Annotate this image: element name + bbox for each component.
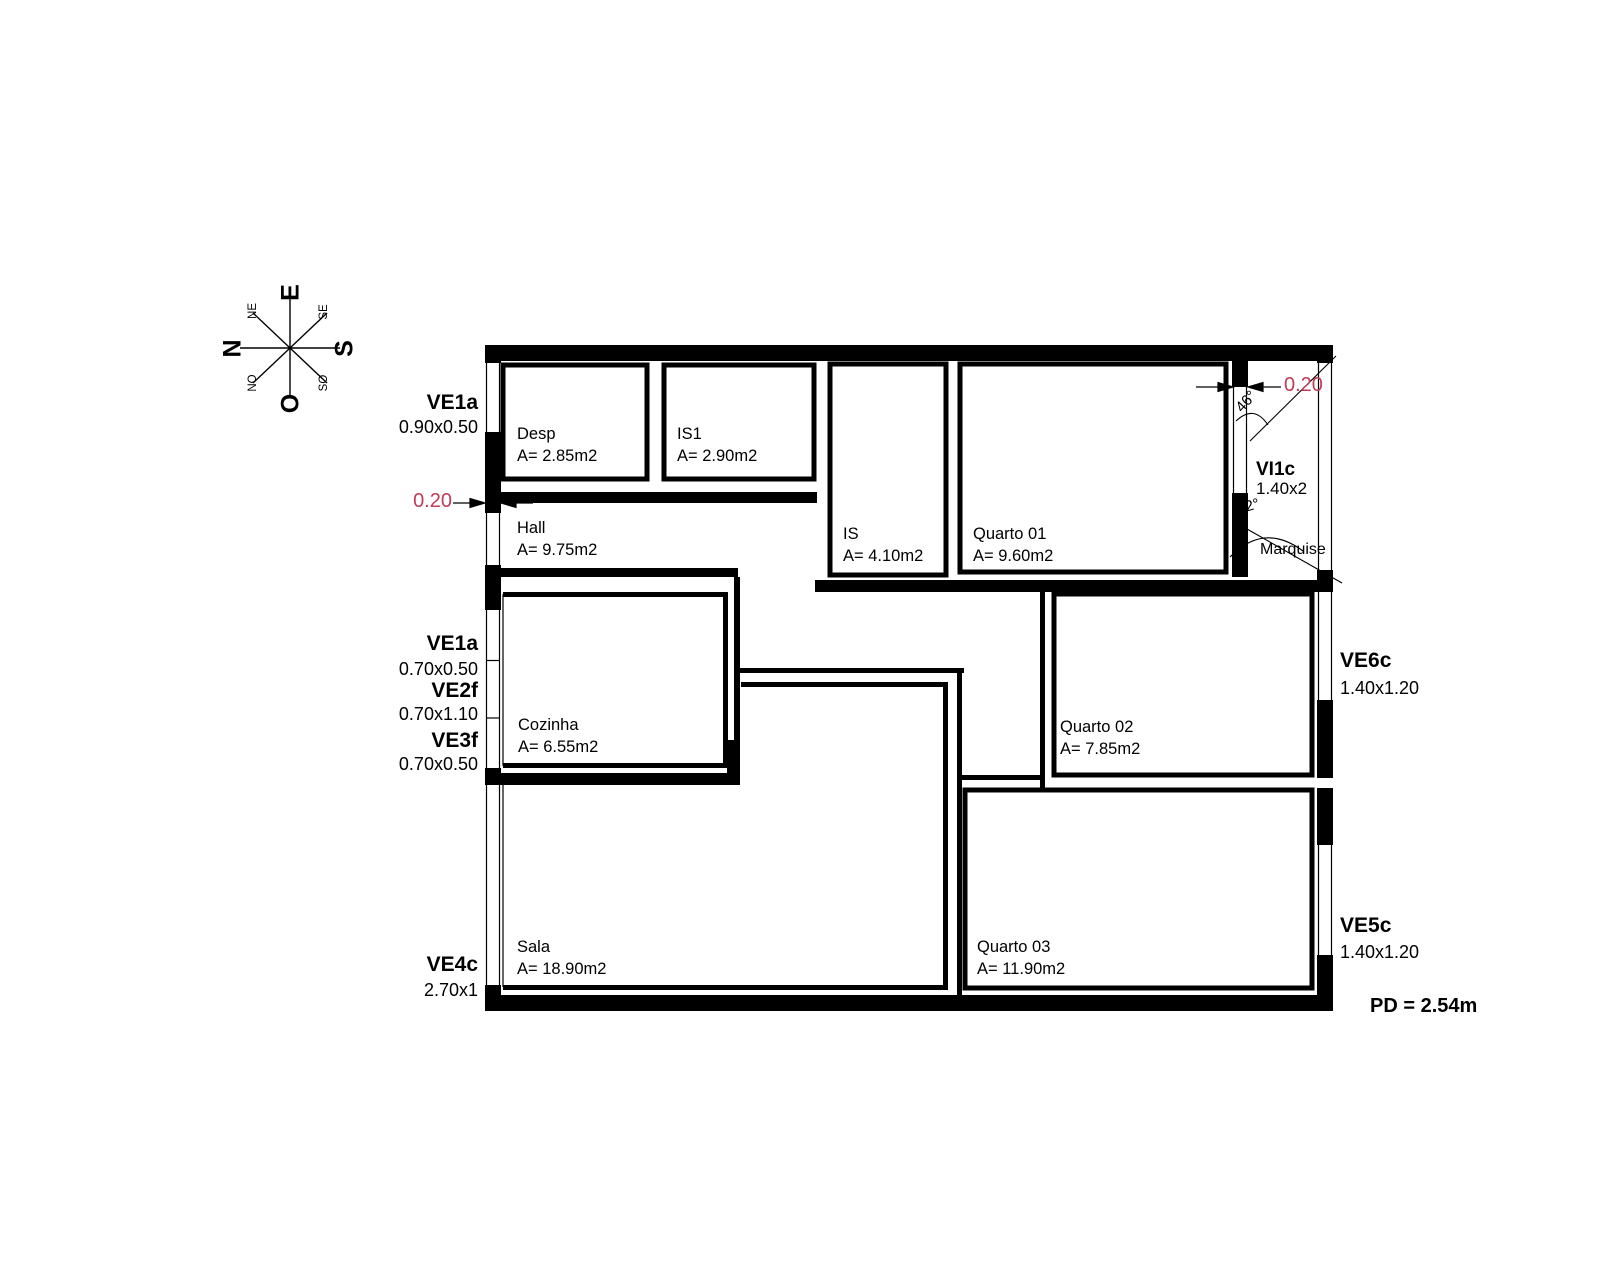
room-name-sala: Sala: [517, 938, 551, 956]
room-name-is1: IS1: [677, 425, 702, 443]
room-name-desp: Desp: [517, 425, 556, 443]
window-size-ve6c: 1.40x1.20: [1340, 678, 1420, 698]
compass-label-e: E: [276, 283, 305, 301]
window-label-ve3f: VE3f: [431, 729, 478, 752]
dimension-arrows: [453, 383, 1281, 508]
room-name-marquise: Marquise: [1260, 541, 1326, 558]
compass-label-se: SE: [318, 304, 330, 320]
window-label-ve5c: VE5c: [1340, 914, 1392, 937]
room-name-quarto01: Quarto 01: [973, 525, 1047, 543]
window-size-ve5c: 1.40x1.20: [1340, 942, 1420, 962]
room-outlines-layer: [503, 364, 1312, 988]
window-label-ve1a-top: VE1a: [426, 391, 478, 414]
angle-label-top: 46°: [1232, 387, 1261, 416]
room-area-sala: A= 18.90m2: [517, 960, 607, 978]
room-area-cozinha: A= 6.55m2: [518, 738, 599, 756]
window-size-ve1a-top: 0.90x0.50: [398, 417, 478, 437]
window-label-ve6c: VE6c: [1340, 649, 1392, 672]
window-label-ve2f: VE2f: [431, 679, 478, 702]
room-area-is: A= 4.10m2: [843, 547, 924, 565]
compass-label-no: NO: [247, 374, 259, 392]
windows-layer: [486, 363, 1332, 987]
compass-label-so: SO: [318, 374, 330, 392]
room-name-hall: Hall: [517, 519, 546, 537]
wall-thickness-dim-right: 0.20: [1284, 374, 1323, 396]
compass-label-s: S: [330, 339, 359, 357]
room-area-hall: A= 9.75m2: [517, 541, 598, 559]
window-label-vi1c: VI1c: [1256, 459, 1296, 480]
compass-label-o: O: [276, 392, 305, 414]
room-name-is: IS: [843, 525, 859, 543]
window-label-ve4c: VE4c: [426, 953, 478, 976]
walls-layer: [485, 345, 1333, 1011]
room-name-cozinha: Cozinha: [518, 716, 579, 734]
window-size-ve2f: 0.70x1.10: [398, 704, 478, 724]
room-area-quarto01: A= 9.60m2: [973, 547, 1054, 565]
angle-arc-top: [1236, 413, 1268, 425]
window-size-ve1a-mid: 0.70x0.50: [398, 659, 478, 679]
window-size-ve3f: 0.70x0.50: [398, 754, 478, 774]
compass-label-n: N: [218, 338, 247, 358]
room-area-quarto03: A= 11.90m2: [977, 960, 1066, 978]
ceiling-height-note: PD = 2.54m: [1370, 995, 1478, 1017]
room-area-quarto02: A= 7.85m2: [1060, 740, 1141, 758]
window-size-ve4c: 2.70x1: [423, 980, 478, 1000]
room-name-quarto02: Quarto 02: [1060, 718, 1134, 736]
room-area-desp: A= 2.85m2: [517, 447, 598, 465]
compass-label-ne: NE: [247, 303, 259, 319]
angle-label-bottom: 32°: [1235, 495, 1262, 518]
wall-thickness-dim-left: 0.20: [413, 490, 452, 512]
room-name-quarto03: Quarto 03: [977, 938, 1051, 956]
room-box-quarto03: [965, 790, 1312, 988]
room-area-is1: A= 2.90m2: [677, 447, 758, 465]
window-label-ve1a-mid: VE1a: [426, 632, 478, 655]
window-size-vi1c: 1.40x2: [1256, 479, 1308, 498]
